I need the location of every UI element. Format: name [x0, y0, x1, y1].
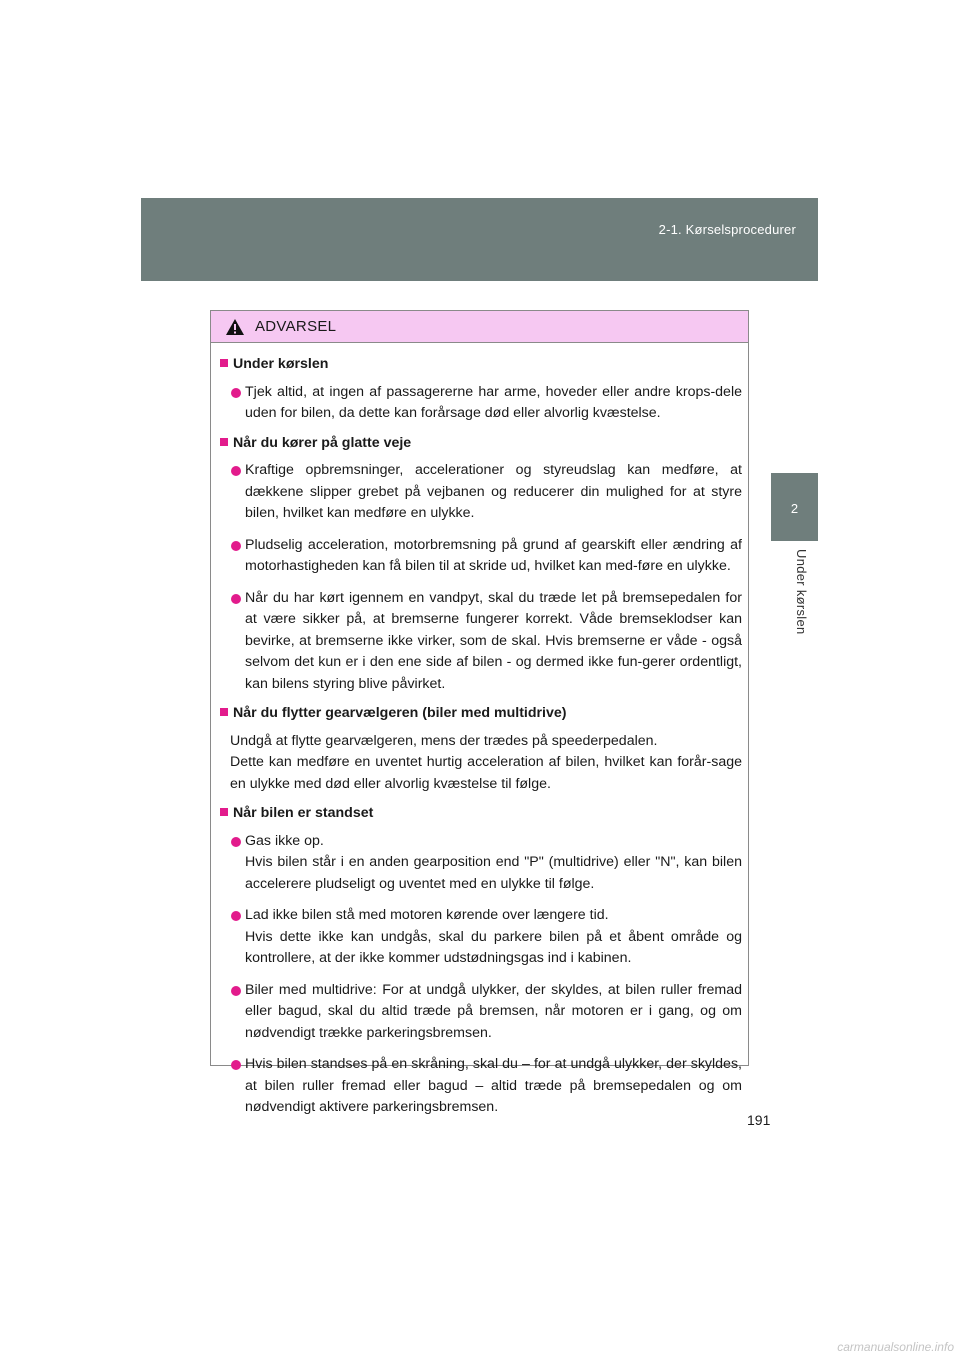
paragraph-line: Dette kan medføre en uventet hurtig acceleration af bilen, hvilket kan forår-sage en ulykke med død eller alvorlig kvæstelse til følge. [230, 754, 742, 792]
square-bullet-icon [220, 359, 228, 367]
list-item-text [245, 905, 742, 970]
warning-header [211, 311, 748, 343]
circle-bullet-icon [231, 594, 241, 604]
circle-bullet-icon [231, 388, 241, 398]
circle-bullet-icon [231, 986, 241, 996]
list-item-text [245, 382, 742, 425]
warning-section [220, 433, 742, 696]
square-bullet-icon [220, 708, 228, 716]
warning-body [211, 343, 748, 1119]
paragraph-line: Lad ikke bilen stå med motoren kørende over længere tid. [245, 907, 609, 923]
circle-bullet-icon [231, 541, 241, 551]
section-heading [220, 354, 742, 376]
list-item-text [245, 535, 742, 578]
section-heading-text: Når du flytter gearvælgeren (biler med multidrive) [233, 705, 567, 721]
list-item-text [245, 980, 742, 1045]
section-heading-text: Når bilen er standset [233, 805, 374, 821]
paragraph-line: Hvis bilen standses på en skråning, skal du – for at undgå ulykker, der skyldes, at bilen ruller fremad eller bagud – altid træde på bremsepedalen og om nødvendigt aktivere parkeringsbremsen. [245, 1056, 742, 1115]
list-item [231, 588, 742, 696]
square-bullet-icon [220, 808, 228, 816]
chapter-tab-label: Under kørslen [794, 549, 809, 635]
paragraph-line: Kraftige opbremsninger, accelerationer og styreudslag kan medføre, at dækkene slipper grebet på vejbanen og reducerer din mulighed for at styre bilen, hvilket kan medføre en ulykke. [245, 462, 742, 521]
page-number: 191 [747, 1112, 771, 1128]
paragraph-line: Når du har kørt igennem en vandpyt, skal du træde let på bremsepedalen for at være sikker på, at bremserne fungerer korrekt. Våde bremseklodser kan bevirke, at bremserne ikke virker, som de skal. Hvis bremserne er våde - også selvom det kun er i den ene side af bilen - og dermed ikke fun-gerer ordentligt, kan bilens styring blive påvirket. [245, 589, 742, 692]
list-item [231, 460, 742, 525]
paragraph-line: Biler med multidrive: For at undgå ulykker, der skyldes, at bilen ruller fremad eller bagud, skal du altid træde på bremsen, når motoren er i gang, og om nødvendigt trække parkeringsbremsen. [245, 981, 742, 1041]
chapter-header-band [141, 198, 818, 281]
section-heading [220, 433, 742, 455]
warning-title: ADVARSEL [255, 318, 337, 335]
list-item-text [245, 588, 742, 696]
section-heading [220, 803, 742, 825]
paragraph-line: Pludselig acceleration, motorbremsning på grund af gearskift eller ændring af motorhastigheden kan få bilen til at skride ud, hvilket kan med-føre en ulykke. [245, 536, 742, 574]
chapter-tab [771, 473, 818, 541]
chapter-tab-number: 2 [790, 501, 799, 516]
square-bullet-icon [220, 438, 228, 446]
list-item [231, 831, 742, 896]
warning-box [210, 310, 749, 1115]
chapter-title: 2-1. Kørselsprocedurer [658, 222, 796, 237]
paragraph-line: Tjek altid, at ingen af passagererne har arme, hoveder eller andre krops-dele uden for bilen, da dette kan forårsage død eller alvorlig kvæstelse. [245, 383, 742, 421]
list-item-text [245, 831, 742, 896]
list-item [231, 980, 742, 1045]
circle-bullet-icon [231, 466, 241, 476]
list-item [231, 1054, 742, 1119]
list-item [231, 535, 742, 578]
warning-section [220, 803, 742, 1119]
section-heading-text: Under kørslen [233, 356, 329, 372]
list-item [231, 905, 742, 970]
circle-bullet-icon [231, 837, 241, 847]
list-item-text [245, 1054, 742, 1119]
paragraph-line: Hvis dette ikke kan undgås, skal du parkere bilen på et åbent område og kontrollere, at der ikke kommer udstødningsgas ind i kabinen. [245, 928, 742, 966]
circle-bullet-icon [231, 911, 241, 921]
watermark: carmanualsonline.info [837, 1340, 954, 1354]
list-item-text [245, 460, 742, 525]
section-text [230, 731, 742, 796]
warning-section [220, 354, 742, 425]
paragraph-line: Undgå at flytte gearvælgeren, mens der trædes på speederpedalen. [230, 732, 658, 749]
warning-triangle-icon [225, 318, 245, 336]
warning-section [220, 703, 742, 795]
section-heading [220, 703, 742, 725]
paragraph-line: Hvis bilen står i en anden gearposition end "P" (multidrive) eller "N", kan bilen accelerere pludseligt og uventet med en ulykke til følge. [245, 854, 742, 892]
section-heading-text: Når du kører på glatte veje [233, 434, 412, 451]
list-item [231, 382, 742, 425]
circle-bullet-icon [231, 1060, 241, 1070]
paragraph-line: Gas ikke op. [245, 832, 324, 849]
